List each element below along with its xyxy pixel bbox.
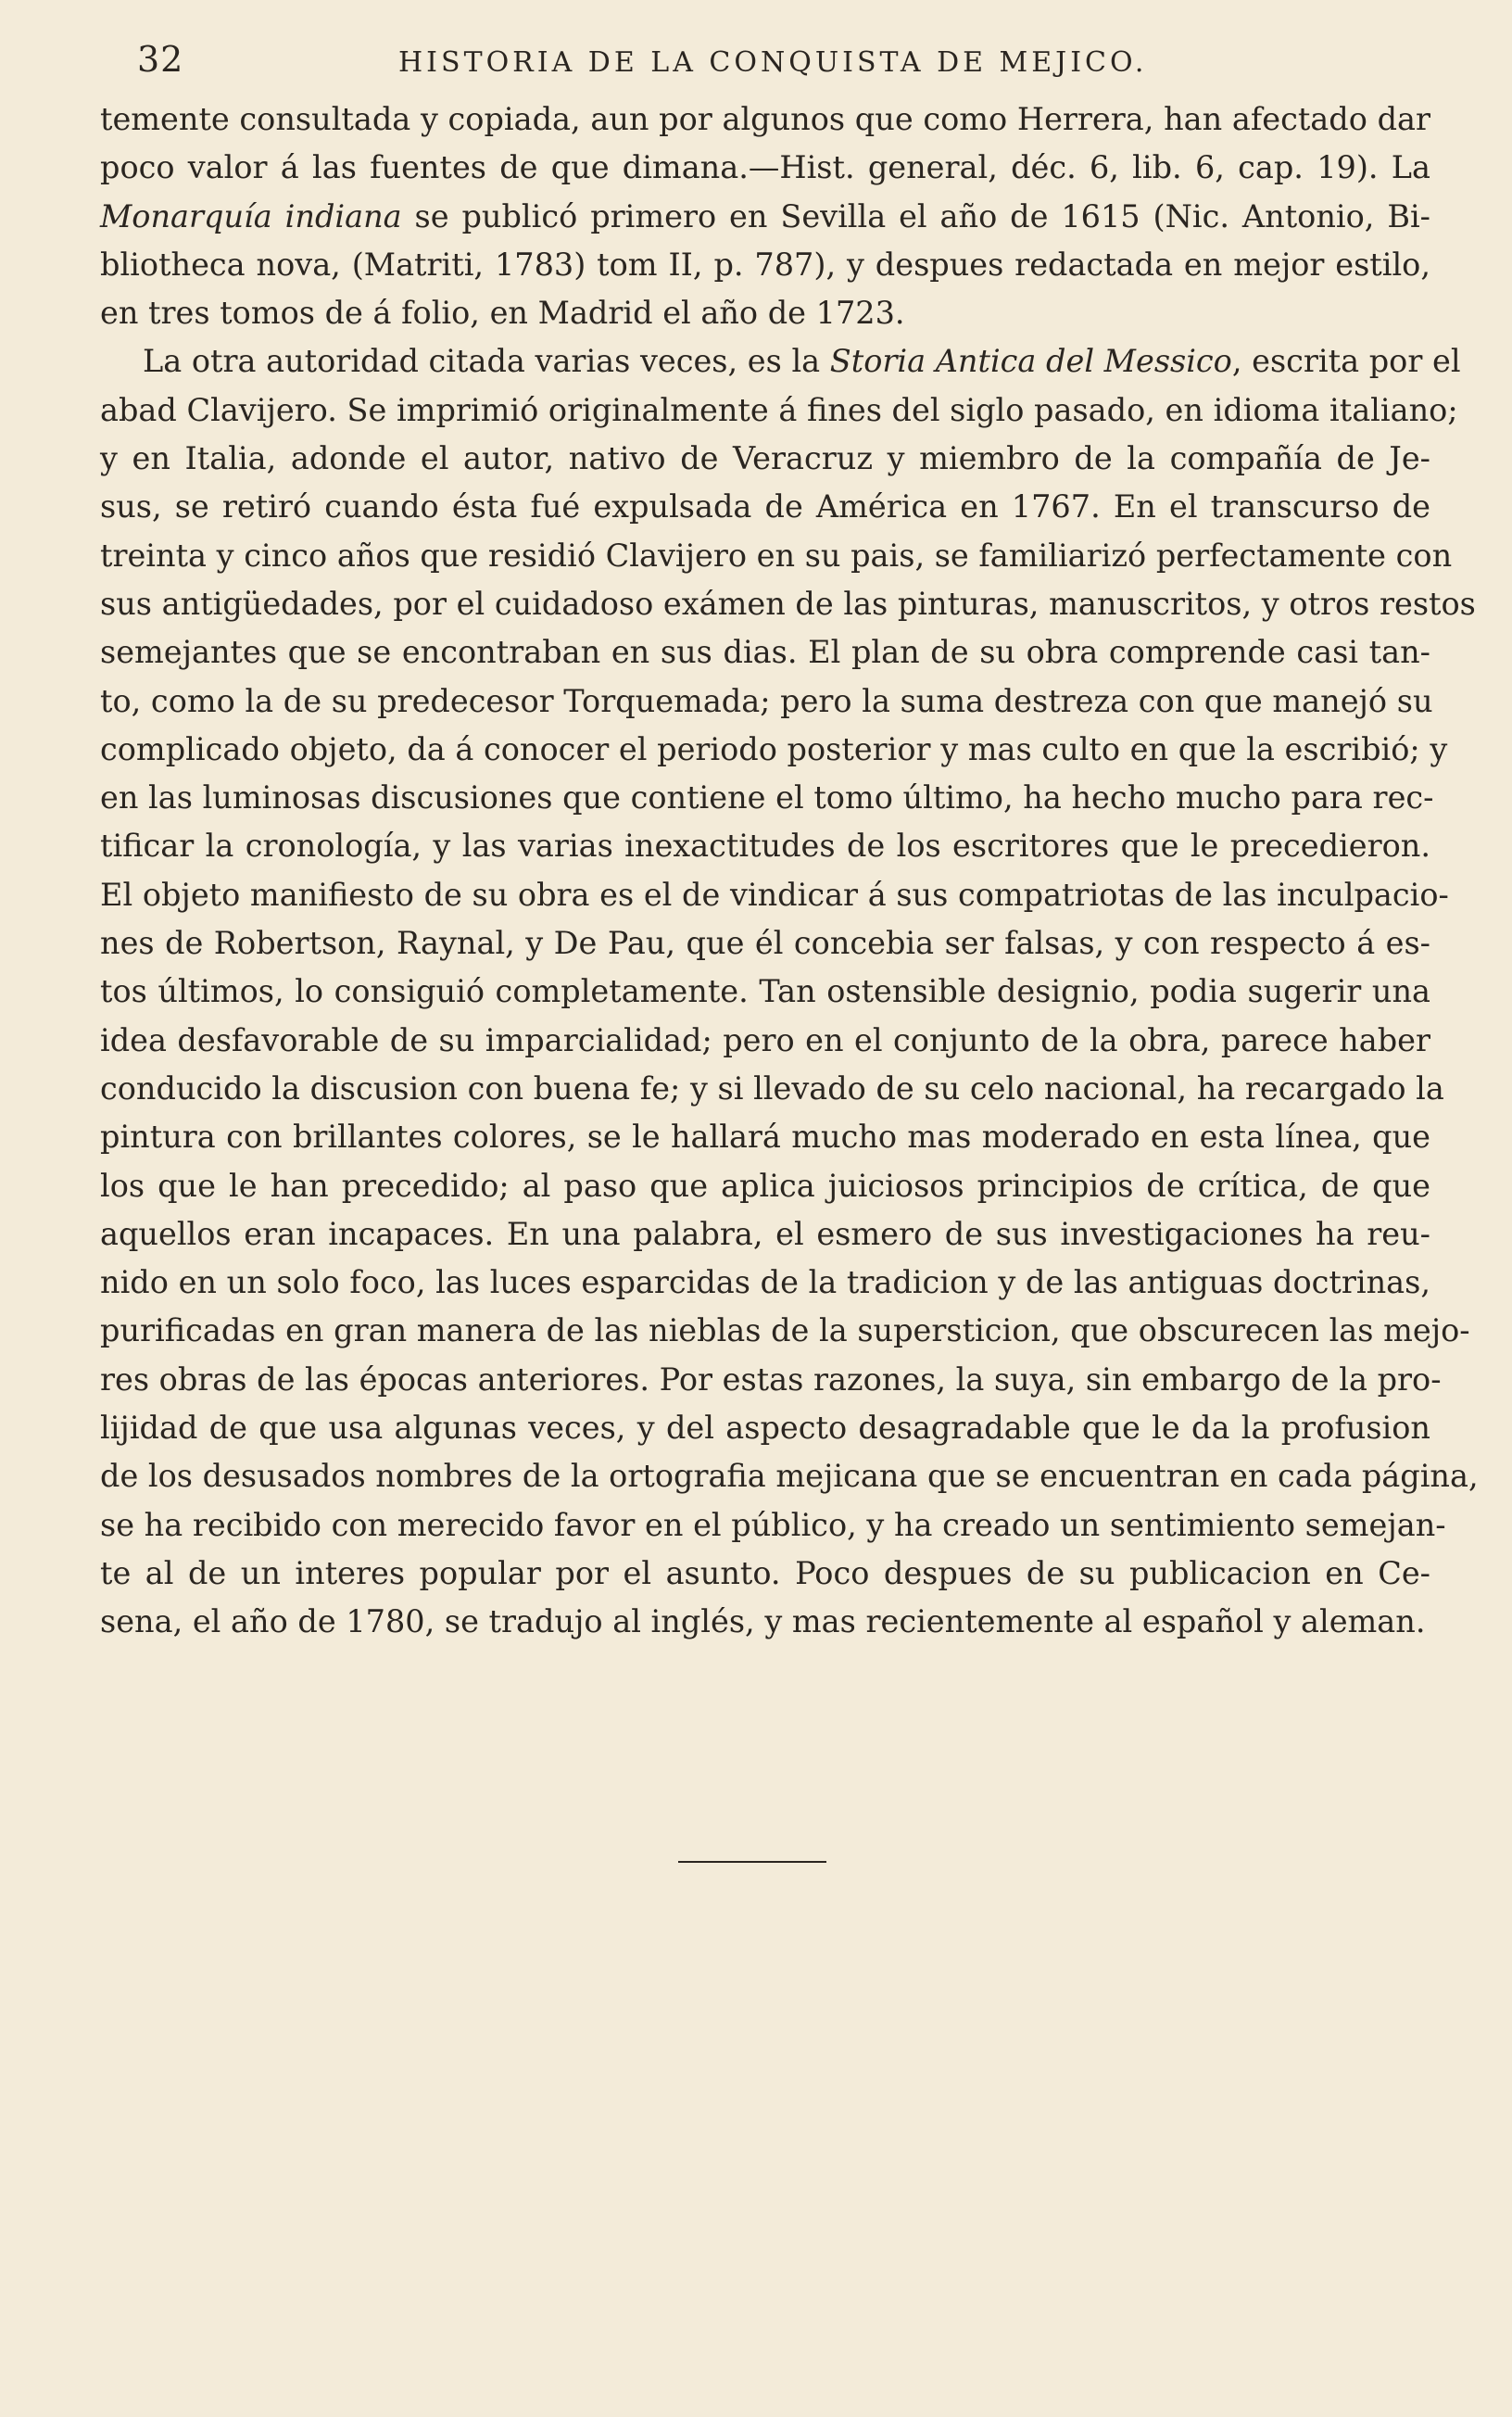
page-number: 32	[137, 39, 184, 80]
text-line: conducido la discusion con buena fe; y si llevado de su celo nacional, ha recargado la	[100, 1069, 1444, 1107]
text-line: abad Clavijero. Se imprimió originalmente á fines del siglo pasado, en idioma italiano;	[100, 391, 1458, 428]
text-line: lijidad de que usa algunas veces, y del aspecto desagradable que le da la profusion	[100, 1410, 1430, 1447]
text-line: purificadas en gran manera de las nieblas de la supersticion, que obscurecen las mejo-	[100, 1312, 1470, 1349]
book-title-storia: Storia Antica del Messico	[829, 343, 1232, 380]
text-line: poco valor á las fuentes de que dimana.—Hist. general, déc. 6, lib. 6, cap. 19). La	[100, 149, 1430, 186]
text-line: complicado objeto, da á conocer el periodo posterior y mas culto en que la escribió; y	[100, 730, 1448, 767]
text-line: aquellos eran incapaces. En una palabra, el esmero de sus investigaciones ha reu-	[100, 1215, 1430, 1252]
end-rule	[678, 1861, 826, 1863]
text-line: sus antigüedades, por el cuidadoso exámen de las pinturas, manuscritos, y otros restos	[100, 585, 1476, 622]
text-line: to, como la de su predecesor Torquemada; pero la suma destreza con que manejó su	[100, 682, 1433, 719]
text-line-rest: se publicó primero en Sevilla el año de 1615 (Nic. Antonio, Bi-	[401, 197, 1431, 234]
text-line: en tres tomos de á folio, en Madrid el año de 1723.	[100, 295, 905, 332]
text-line: nido en un solo foco, las luces esparcidas de la tradicion y de las antiguas doctrinas,	[100, 1264, 1430, 1301]
text-line-part: La otra autoridad citada varias veces, es la	[143, 343, 830, 380]
running-head: HISTORIA DE LA CONQUISTA DE MEJICO.	[398, 46, 1148, 79]
text-line-part: , escrita por el	[1231, 343, 1461, 380]
text-line	[100, 193, 1430, 241]
text-line: treinta y cinco años que residió Clavijero en su pais, se familiarizó perfectamente con	[100, 537, 1453, 574]
text-line: tificar la cronología, y las varias inexactitudes de los escritores que le precedieron.	[100, 828, 1430, 865]
text-line: semejantes que se encontraban en sus dias. El plan de su obra comprende casi tan-	[100, 634, 1430, 671]
text-line: sus, se retiró cuando ésta fué expulsada de América en 1767. En el transcurso de	[100, 488, 1430, 525]
text-line: de los desusados nombres de la ortografia mejicana que se encuentran en cada página,	[100, 1458, 1479, 1495]
text-line: se ha recibido con merecido favor en el público, y ha creado un sentimiento semejan-	[100, 1506, 1446, 1543]
book-title-monarquia: Monarquía indiana	[100, 197, 402, 234]
text-line: temente consultada y copiada, aun por algunos que como Herrera, han afectado dar	[100, 101, 1430, 137]
text-line: y en Italia, adonde el autor, nativo de Veracruz y miembro de la compañía de Je-	[100, 440, 1430, 477]
text-line: tos últimos, lo consiguió completamente. Tan ostensible designio, podia sugerir una	[100, 973, 1430, 1010]
text-line: te al de un interes popular por el asunto. Poco despues de su publicacion en Ce-	[100, 1554, 1430, 1591]
text-line: El objeto manifiesto de su obra es el de vindicar á sus compatriotas de las inculpacio-	[100, 876, 1449, 913]
text-line: bliotheca nova, (Matriti, 1783) tom II, p. 787), y despues redactada en mejor estilo,	[100, 246, 1430, 283]
text-line: res obras de las épocas anteriores. Por estas razones, la suya, sin embargo de la pro-	[100, 1360, 1442, 1398]
text-line: en las luminosas discusiones que contiene el tomo último, ha hecho mucho para rec-	[100, 779, 1434, 816]
text-line: nes de Robertson, Raynal, y De Pau, que él concebia ser falsas, y con respecto á es-	[100, 925, 1430, 962]
text-line: sena, el año de 1780, se tradujo al inglés, y mas recientemente al español y aleman.	[100, 1603, 1426, 1640]
text-line: pintura con brillantes colores, se le hallará mucho mas moderado en esta línea, que	[100, 1119, 1430, 1156]
body-text	[100, 95, 1479, 1647]
text-line: idea desfavorable de su imparcialidad; pero en el conjunto de la obra, parece haber	[100, 1021, 1430, 1058]
text-line	[100, 337, 1461, 386]
text-line: los que le han precedido; al paso que aplica juiciosos principios de crítica, de que	[100, 1167, 1430, 1204]
